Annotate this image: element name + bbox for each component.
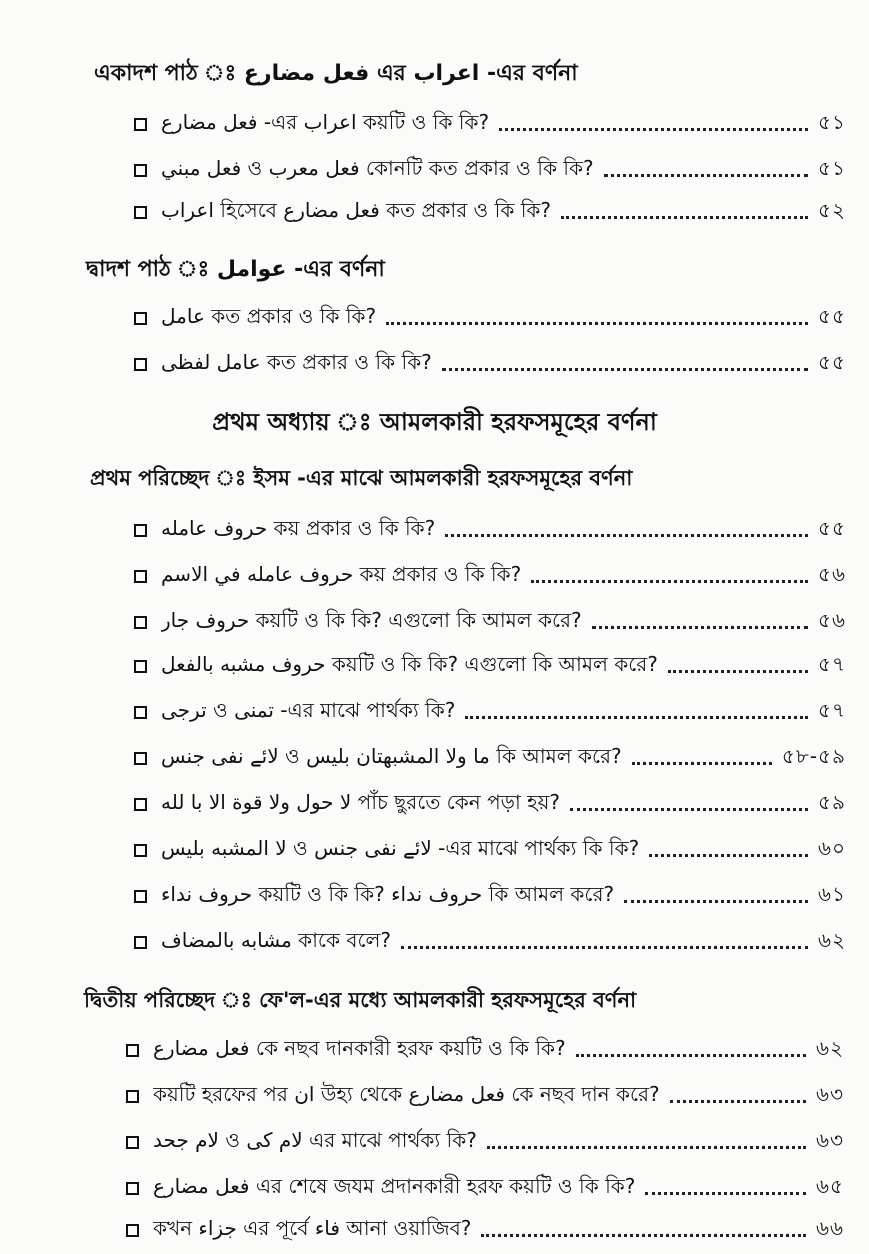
page-number: ৫৭ bbox=[818, 697, 846, 722]
page-number: ৬০ bbox=[817, 835, 846, 860]
entry-text: لام جحد ও لام كى এর মাঝে পার্থক্য কি? bbox=[153, 1127, 477, 1152]
dot-leader bbox=[445, 534, 808, 537]
page-number: ৫৬ bbox=[818, 607, 846, 632]
dot-leader bbox=[632, 762, 772, 765]
checkbox-icon bbox=[134, 660, 147, 673]
dot-leader bbox=[481, 1234, 806, 1237]
checkbox-icon bbox=[134, 206, 147, 219]
page-number: ৬৩ bbox=[815, 1081, 844, 1106]
toc-entry[interactable] bbox=[134, 196, 846, 228]
section-heading: প্রথম পরিচ্ছেদ ঃ ইসম -এর মাঝে আমলকারী হরফসমূহের বর্ণনা bbox=[90, 466, 633, 490]
dot-leader bbox=[624, 900, 808, 903]
entry-text: فعل مضارع এর শেষে জযম প্রদানকারী হরফ কয়টি ও কি কি? bbox=[153, 1173, 636, 1198]
entry-text: لائے نفی جنس ও ما ولا المشبهتان بليس কি আমল করে? bbox=[161, 743, 622, 768]
entry-text: عامل لفظى কত প্রকার ও কি কি? bbox=[161, 349, 432, 374]
entry-text: فعل مضارع কে নছব দানকারী হরফ কয়টি ও কি কি? bbox=[153, 1035, 566, 1060]
entry-text: কখন جزاء এর পূর্বে فاء আনা ওয়াজিব? bbox=[153, 1215, 472, 1240]
entry-text: حروف عامله في الاسم কয় প্রকার ও কি কি? bbox=[161, 561, 522, 586]
dot-leader bbox=[604, 174, 808, 177]
checkbox-icon bbox=[134, 312, 147, 325]
page-number: ৬৫ bbox=[816, 1173, 844, 1198]
checkbox-icon bbox=[126, 1090, 139, 1103]
page-number: ৫১ bbox=[818, 155, 846, 180]
toc-entry[interactable] bbox=[134, 302, 846, 334]
toc-entry[interactable] bbox=[134, 696, 846, 728]
page-number: ৫৮-৫৯ bbox=[781, 743, 846, 768]
dot-leader bbox=[561, 216, 808, 219]
entry-text: ترجى ও تمنى -এর মাঝে পার্থক্য কি? bbox=[161, 697, 456, 722]
toc-entry[interactable] bbox=[134, 560, 846, 592]
dot-leader bbox=[465, 716, 808, 719]
checkbox-icon bbox=[134, 936, 147, 949]
dot-leader bbox=[668, 670, 808, 673]
toc-entry[interactable] bbox=[134, 650, 846, 682]
toc-entry[interactable] bbox=[134, 926, 846, 958]
dot-leader bbox=[531, 580, 808, 583]
toc-entry[interactable] bbox=[134, 788, 846, 820]
page-number: ৫২ bbox=[818, 197, 846, 222]
entry-text: حروف جار কয়টি ও কি কি? এগুলো কি আমল করে? bbox=[161, 607, 582, 632]
entry-text: حروف مشبه بالفعل কয়টি ও কি কি? এগুলো কি আমল করে? bbox=[161, 651, 658, 676]
checkbox-icon bbox=[126, 1044, 139, 1057]
toc-entry[interactable] bbox=[134, 348, 846, 380]
toc-entry[interactable] bbox=[126, 1080, 844, 1112]
page-number: ৬২ bbox=[815, 1035, 844, 1060]
checkbox-icon bbox=[134, 358, 147, 371]
entry-text: حروف نداء কয়টি ও কি কি? حروف نداء কি আমল করে? bbox=[161, 881, 615, 906]
checkbox-icon bbox=[134, 118, 147, 131]
page-number: ৬২ bbox=[817, 927, 846, 952]
entry-text: مشابه بالمضاف কাকে বলে? bbox=[161, 927, 392, 952]
page-number: ৬৩ bbox=[815, 1127, 844, 1152]
checkbox-icon bbox=[134, 164, 147, 177]
toc-entry[interactable] bbox=[134, 742, 846, 774]
page-number: ৫৭ bbox=[818, 651, 846, 676]
dot-leader bbox=[487, 1146, 806, 1149]
entry-text: حروف عامله কয় প্রকার ও কি কি? bbox=[161, 515, 436, 540]
checkbox-icon bbox=[126, 1224, 139, 1237]
checkbox-icon bbox=[134, 706, 147, 719]
page-number: ৬১ bbox=[818, 881, 846, 906]
page-number: ৫১ bbox=[818, 109, 846, 134]
dot-leader bbox=[386, 322, 808, 325]
checkbox-icon bbox=[134, 570, 147, 583]
checkbox-icon bbox=[134, 798, 147, 811]
toc-entry[interactable] bbox=[134, 514, 846, 546]
toc-entry[interactable] bbox=[126, 1126, 844, 1158]
checkbox-icon bbox=[134, 616, 147, 629]
entry-text: لا حول ولا قوة الا با لله পাঁচ ছুরতে কেন পড়া হয়? bbox=[161, 789, 561, 814]
toc-entry[interactable] bbox=[134, 154, 846, 186]
dot-leader bbox=[401, 946, 808, 949]
entry-text: فعل مبني ও فعل معرب কোনটি কত প্রকার ও কি কি? bbox=[161, 155, 594, 180]
entry-text: فعل مضارع -এর اعراب কয়টি ও কি কি? bbox=[161, 109, 490, 134]
dot-leader bbox=[670, 1100, 806, 1103]
entry-text: عامل কত প্রকার ও কি কি? bbox=[161, 303, 377, 328]
dot-leader bbox=[645, 1192, 806, 1195]
toc-entry[interactable] bbox=[126, 1172, 844, 1204]
dot-leader bbox=[576, 1054, 806, 1057]
toc-entry[interactable] bbox=[134, 880, 846, 912]
checkbox-icon bbox=[134, 524, 147, 537]
toc-entry[interactable] bbox=[134, 606, 846, 638]
dot-leader bbox=[499, 128, 808, 131]
dot-leader bbox=[570, 808, 808, 811]
toc-entry[interactable] bbox=[134, 834, 846, 866]
entry-text: কয়টি হরফের পর ان উহ্য থেকে فعل مضارع কে নছব দান করে? bbox=[153, 1081, 660, 1106]
entry-text: اعراب হিসেবে فعل مضارع কত প্রকার ও কি কি? bbox=[161, 197, 552, 222]
checkbox-icon bbox=[134, 752, 147, 765]
checkbox-icon bbox=[134, 890, 147, 903]
toc-entry[interactable] bbox=[134, 108, 846, 140]
toc-entry[interactable] bbox=[126, 1214, 844, 1246]
page-number: ৫৫ bbox=[818, 515, 846, 540]
page-number: ৫৫ bbox=[818, 349, 846, 374]
toc-entry[interactable] bbox=[126, 1034, 844, 1066]
checkbox-icon bbox=[134, 844, 147, 857]
page-number: ৫৯ bbox=[818, 789, 846, 814]
lesson-heading: একাদশ পাঠ ঃ فعل مضارع এর اعراب -এর বর্ণনা bbox=[94, 61, 578, 86]
chapter-title: প্রথম অধ্যায় ঃ আমলকারী হরফসমূহের বর্ণনা bbox=[212, 408, 657, 436]
dot-leader bbox=[592, 626, 808, 629]
entry-text: لا المشبه بليس ও لائے نفی جنس -এর মাঝে পার্থক্য কি কি? bbox=[161, 835, 640, 860]
page-number: ৫৫ bbox=[818, 303, 846, 328]
page-number: ৬৬ bbox=[815, 1215, 844, 1240]
section-heading: দ্বিতীয় পরিচ্ছেদ ঃ ফে'ল-এর মধ্যে আমলকারী হরফসমূহের বর্ণনা bbox=[84, 988, 637, 1012]
checkbox-icon bbox=[126, 1182, 139, 1195]
dot-leader bbox=[649, 854, 808, 857]
page-number: ৫৬ bbox=[818, 561, 846, 586]
lesson-heading: দ্বাদশ পাঠ ঃ عوامل -এর বর্ণনা bbox=[86, 257, 385, 282]
dot-leader bbox=[442, 368, 808, 371]
checkbox-icon bbox=[126, 1136, 139, 1149]
